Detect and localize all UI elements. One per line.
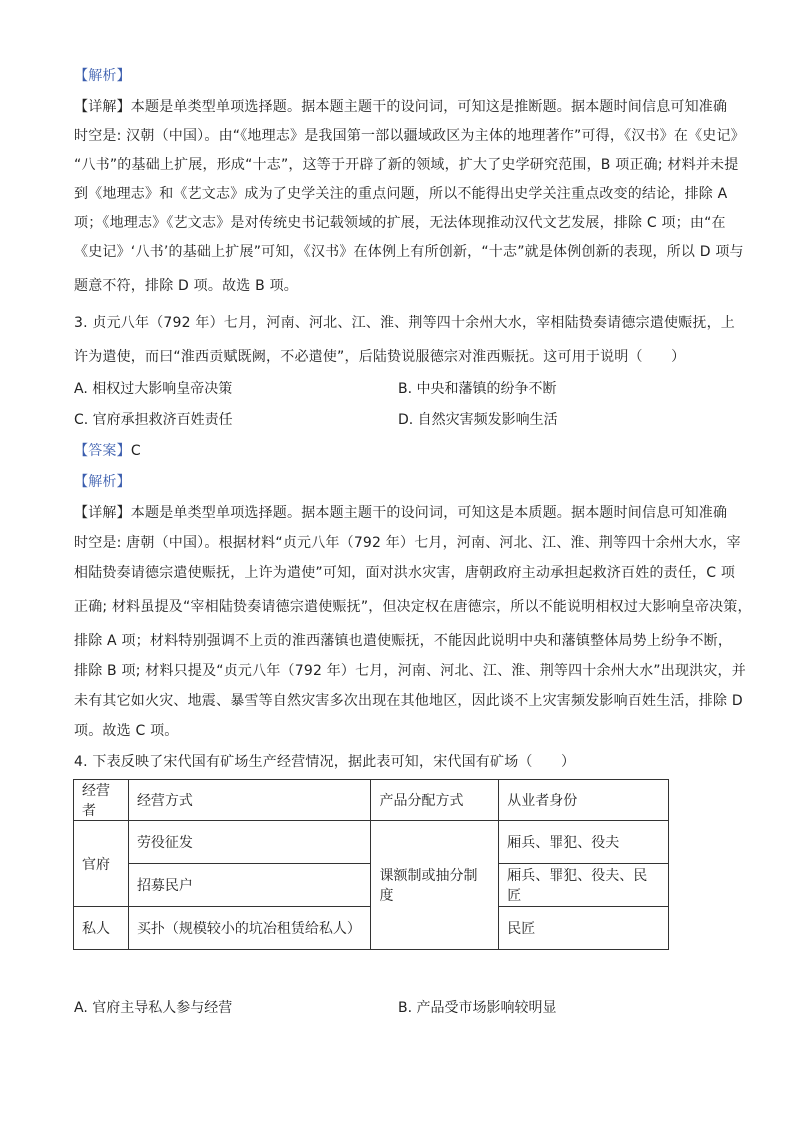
table-header-cell: 产品分配方式	[371, 780, 499, 821]
section1-line-5: 项；《地理志》《艺文志》是对传统史书记载领域的扩展，无法体现推动汉代文艺发展，排除 C 项；由“在	[74, 215, 726, 231]
q3-line-8: 项。故选 C 项。	[74, 723, 179, 739]
table-row	[74, 821, 669, 864]
q3-option-b: B. 中央和藩镇的纷争不断	[398, 381, 557, 397]
q3-answer-value: C	[130, 443, 141, 459]
table-cell-method: 买扑（规模较小的坑冶租赁给私人）	[128, 907, 371, 950]
section1-line-4: 到《地理志》和《艺文志》成为了史学关注的重点问题，所以不能得出史学关注重点改变的结论，排除 A	[74, 186, 728, 202]
q3-line-3: 相陆贽奏请德宗遣使赈抚，上许为遣使”可知，面对洪水灾害，唐朝政府主动承担起救济百姓的责任，C 项	[74, 565, 736, 581]
table-cell-identity: 厢兵、罪犯、役夫	[499, 821, 669, 864]
section1-line-7: 题意不符，排除 D 项。故选 B 项。	[74, 278, 298, 294]
q3-stem-line-1: 3. 贞元八年（792 年）七月，河南、河北、江、淮、荆等四十余州大水，宰相陆贽奏请德宗遣使赈抚，上	[74, 315, 735, 331]
q3-line-6: 排除 B 项; 材料只提及“贞元八年（792 年）七月，河南、河北、江、淮、荆等四十余州大水”出现洪灾，并	[74, 663, 746, 679]
section1-line-3: “八书”的基础上扩展，形成“十志”，这等于开辟了新的领域，扩大了史学研究范围，B 项正确; 材料并未提	[74, 157, 739, 173]
q3-answer	[74, 441, 724, 461]
table-cell-method: 招募民户	[128, 864, 371, 907]
q3-line-1: 【详解】本题是单类型单项选择题。据本题主题干的设问词，可知这是本质题。据本题时间信息可知准确	[74, 505, 728, 521]
table-cell-method: 劳役征发	[128, 821, 371, 864]
table-cell-identity: 厢兵、罪犯、役夫、民匠	[499, 864, 669, 907]
q3-stem-line-2: 许为遣使，而曰“淮西贡赋既阙，不必遣使”，后陆贽说服德宗对淮西赈抚。这可用于说明（ ）	[74, 349, 686, 365]
q3-jiexi-label: 【解析】	[74, 474, 131, 490]
q3-line-2: 时空是: 唐朝（中国）。根据材料“贞元八年（792 年）七月，河南、河北、江、淮、荆等四十余州大水，宰	[74, 535, 741, 551]
q3-line-4: 正确; 材料虽提及“宰相陆贽奏请德宗遣使赈抚”，但决定权在唐德宗，所以不能说明相权过大影响皇帝决策，	[74, 599, 752, 615]
q3-option-d: D. 自然灾害频发影响生活	[398, 412, 558, 428]
table-cell-distribution: 课额制或抽分制度	[371, 821, 499, 950]
q3-answer-label: 【答案】	[74, 443, 131, 459]
q3-line-5: 排除 A 项；材料特别强调不上贡的淮西藩镇也遣使赈抚，不能因此说明中央和藩镇整体局势上纷争不断，	[74, 633, 733, 649]
table-header-cell: 经营方式	[128, 780, 371, 821]
q3-option-c: C. 官府承担救济百姓责任	[74, 412, 233, 428]
table-header-cell: 经营者	[74, 780, 129, 821]
q3-line-7: 未有其它如火灾、地震、暴雪等自然灾害多次出现在其他地区，因此谈不上灾害频发影响百姓生活，排除 D	[74, 693, 743, 709]
table-cell-operator-guanfu: 官府	[74, 821, 129, 907]
section1-line-1: 【详解】本题是单类型单项选择题。据本题主题干的设问词，可知这是推断题。据本题时间信息可知准确	[74, 99, 728, 115]
q4-stem: 4. 下表反映了宋代国有矿场生产经营情况，据此表可知，宋代国有矿场（ ）	[74, 754, 576, 770]
q4-option-b: B. 产品受市场影响较明显	[398, 1000, 557, 1016]
table-header-cell: 从业者身份	[499, 780, 669, 821]
section1-line-2: 时空是: 汉朝（中国）。由“《地理志》是我国第一部以疆域政区为主体的地理著作”可得，《汉书》在《史记》	[74, 128, 745, 144]
table-header-row	[74, 780, 669, 821]
section1-jiexi-label: 【解析】	[74, 68, 131, 84]
table-cell-identity: 民匠	[499, 907, 669, 950]
q4-option-a: A. 官府主导私人参与经营	[74, 1000, 233, 1016]
table-cell-operator-siren: 私人	[74, 907, 129, 950]
section1-line-6: 《史记》‘八书’的基础上扩展”可知，《汉书》在体例上有所创新，“十志”就是体例创新的表现，所以 D 项与	[74, 244, 744, 260]
q4-table	[73, 779, 669, 950]
q3-option-a: A. 相权过大影响皇帝决策	[74, 381, 233, 397]
